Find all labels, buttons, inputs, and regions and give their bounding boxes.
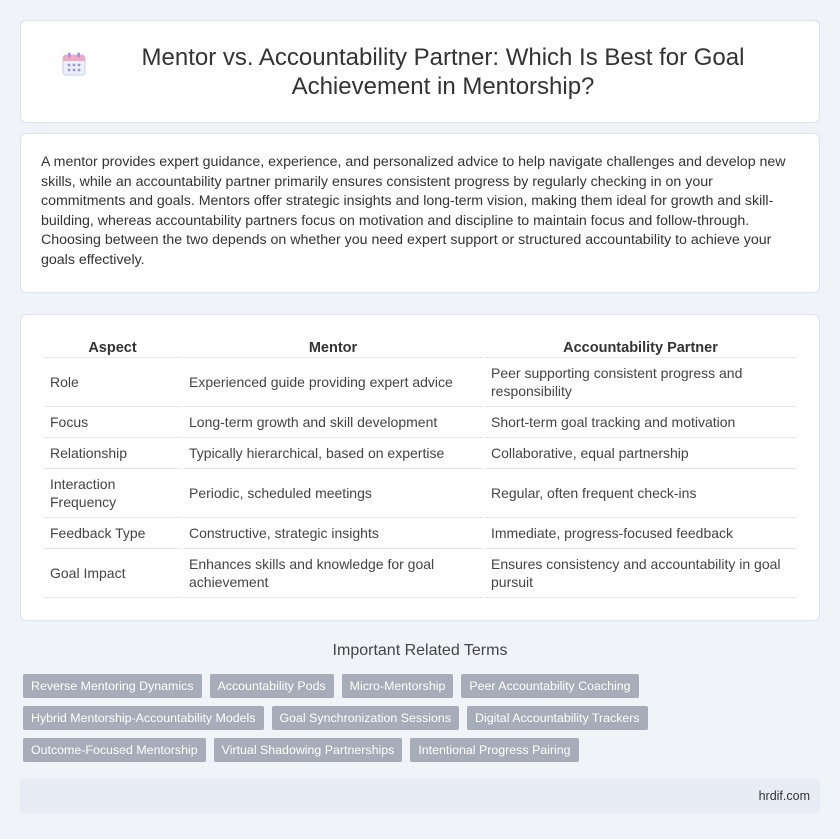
related-term-tag[interactable]: Hybrid Mentorship-Accountability Models <box>23 706 264 730</box>
table-cell: Immediate, progress-focused feedback <box>485 518 796 549</box>
related-term-tag[interactable]: Accountability Pods <box>210 674 334 698</box>
related-terms-list <box>23 674 817 762</box>
table-row <box>44 358 796 407</box>
intro-card <box>20 133 820 293</box>
title-card <box>20 20 820 123</box>
table-cell: Regular, often frequent check-ins <box>485 469 796 518</box>
column-header-aspect: Aspect <box>44 335 181 358</box>
page-title: Mentor vs. Accountability Partner: Which Is Best for Goal Achievement in Mentorship? <box>141 43 745 100</box>
title-wrap <box>61 43 779 101</box>
related-term-tag[interactable]: Micro-Mentorship <box>342 674 454 698</box>
table-cell: Enhances skills and knowledge for goal achievement <box>183 549 483 598</box>
comparison-table <box>42 335 798 598</box>
table-cell: Ensures consistency and accountability in goal pursuit <box>485 549 796 598</box>
related-term-tag[interactable]: Virtual Shadowing Partnerships <box>214 738 403 762</box>
related-term-tag[interactable]: Intentional Progress Pairing <box>410 738 578 762</box>
related-term-tag[interactable]: Digital Accountability Trackers <box>467 706 648 730</box>
table-cell: Experienced guide providing expert advice <box>183 358 483 407</box>
footer-site-link[interactable]: hrdif.com <box>758 789 810 803</box>
related-term-tag[interactable]: Goal Synchronization Sessions <box>272 706 460 730</box>
table-cell: Goal Impact <box>44 549 181 598</box>
table-cell: Periodic, scheduled meetings <box>183 469 483 518</box>
table-cell: Long-term growth and skill development <box>183 407 483 438</box>
column-header-mentor: Mentor <box>183 335 483 358</box>
comparison-card <box>20 314 820 621</box>
table-row <box>44 407 796 438</box>
table-header-row <box>44 335 796 358</box>
table-cell: Constructive, strategic insights <box>183 518 483 549</box>
table-cell: Feedback Type <box>44 518 181 549</box>
table-cell: Peer supporting consistent progress and responsibility <box>485 358 796 407</box>
related-term-tag[interactable]: Outcome-Focused Mentorship <box>23 738 206 762</box>
table-row <box>44 518 796 549</box>
table-row <box>44 438 796 469</box>
table-cell: Interaction Frequency <box>44 469 181 518</box>
table-row <box>44 469 796 518</box>
intro-paragraph: A mentor provides expert guidance, experience, and personalized advice to help navigate challenges and develop new skills, while an accountability partner primarily ensures consistent progress by regularly checking in on your commitments and goals. Mentors offer strategic insights and long-term vision, making them ideal for growth and skill-building, whereas accountability partners focus on motivation and discipline to maintain focus and follow-through. Choosing between the two depends on whether you need expert support or structured accountability to achieve your goals effectively. <box>41 154 786 268</box>
footer <box>20 779 820 813</box>
table-cell: Typically hierarchical, based on expertise <box>183 438 483 469</box>
related-terms-heading: Important Related Terms <box>332 642 508 659</box>
table-cell: Short-term goal tracking and motivation <box>485 407 796 438</box>
table-cell: Relationship <box>44 438 181 469</box>
calendar-icon <box>61 51 87 77</box>
column-header-accountability-partner: Accountability Partner <box>485 335 796 358</box>
table-cell: Collaborative, equal partnership <box>485 438 796 469</box>
related-term-tag[interactable]: Peer Accountability Coaching <box>461 674 638 698</box>
table-cell: Role <box>44 358 181 407</box>
table-row <box>44 549 796 598</box>
related-term-tag[interactable]: Reverse Mentoring Dynamics <box>23 674 202 698</box>
table-cell: Focus <box>44 407 181 438</box>
